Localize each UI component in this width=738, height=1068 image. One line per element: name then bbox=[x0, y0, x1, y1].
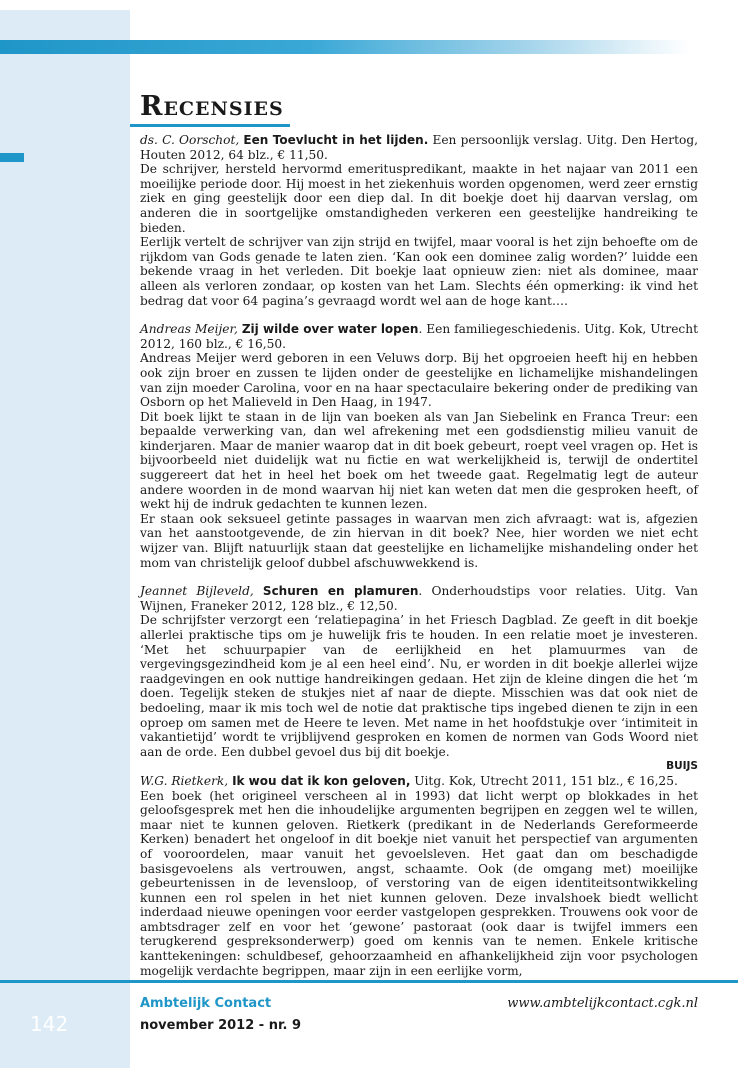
review-author: W.G. Rietkerk, bbox=[140, 773, 229, 788]
review-body bbox=[140, 351, 698, 570]
reviews-column bbox=[140, 133, 698, 992]
review-book-title: Schuren en plamuren bbox=[262, 584, 419, 599]
review-paragraph: De schrijver, hersteld hervormd emerituspredikant, maakte in het najaar van 2011 een moeilijke periode door. Hij moest in het ziekenhuis worden opgenomen, werd zeer ernstig ziek en ging geestelijk door een diep dal. In dit boekje doet hij daarvan verslag, om anderen die in soortgelijke omstandigheden verkeren een geestelijke handreiking te bieden. bbox=[140, 162, 698, 235]
review-header bbox=[140, 133, 698, 162]
review-4 bbox=[140, 774, 698, 978]
review-paragraph: De schrijfster verzorgt een ‘relatiepagina’ in het Friesch Dagblad. Ze geeft in dit boekje allerlei praktische tips om je huwelijk fris te houden. In een relatie moet je investeren. ‘Met het schuurpapier van de eerlijkheid en het plamuurmes van de vergevingsgezindheid kom je al een heel eind’. Nu, er worden in dit boekje allerlei wijze raadgevingen en ook nuttige handreikingen gedaan. Het zijn de kleine dingen die het ‘m doen. Tegelijk steken de stukjes niet af naar de diepte. Misschien was dat ook niet de bedoeling, maar ik mis toch wel de notie dat praktische tips ingebed dienen te zijn in een oproep om samen met de Heere te leven. Met name in het hoofdstukje over ‘intimiteit in vakantietijd’ wordt te vrijblijvend gesproken en komen de normen van Gods Woord niet aan de orde. Een dubbel gevoel dus bij dit boekje. bbox=[140, 613, 698, 759]
review-paragraph: Er staan ook seksueel getinte passages in waarvan men zich afvraagt: wat is, afgezien van het aanstootgevende, de zin hiervan in dit boek? Nee, hier worden we niet echt wijzer van. Blijft natuurlijk staan dat geestelijke en lichamelijke mishandeling onder het mom van christelijk geloof dubbel afschuwwekkend is. bbox=[140, 511, 698, 570]
footer-magazine-title: Ambtelijk Contact bbox=[140, 996, 272, 1011]
review-3 bbox=[140, 584, 698, 774]
review-body bbox=[140, 162, 698, 308]
footer-divider bbox=[0, 980, 738, 983]
review-paragraph: Eerlijk vertelt de schrijver van zijn strijd en twijfel, maar vooral is het zijn behoefte om de rijkdom van Gods genade te laten zien. ‘Kan ook een dominee zalig worden?’ luidde een bekende vraag in het verleden. Dit boekje laat opnieuw zien: niet als dominee, maar alleen als verloren zondaar, op kosten van het Lam. Slechts één opmerking: ik vind het bedrag dat voor 64 pagina’s gevraagd wordt wel aan de hoge kant…. bbox=[140, 235, 698, 308]
review-body bbox=[140, 789, 698, 979]
review-paragraph: Een boek (het origineel verscheen al in 1993) dat licht werpt op blokkades in het geloofsgesprek met hen die inhoudelijke argumenten begrijpen en zeggen wel te willen, maar niet te kunnen geloven. Rietkerk (predikant in de Nederlands Gereformeerde Kerken) benadert het ongeloof in dit boekje niet vanuit het perspectief van argumenten of vooroordelen, maar vanuit het gevoelsleven. Het gaat dan om beschadigde basisgevoelens als vertrouwen, angst, schaamte. Ook (de omgang met) moeilijke gebeurtenissen in de levensloop, of verstoring van de eigen identiteitsontwikkeling kunnen een rol spelen in het niet kunnen geloven. Deze invalshoek biedt wellicht inderdaad nieuwe openingen voor eerder vastgelopen gesprekken. Trouwens ook voor de ambtsdrager zelf en voor het ‘gewone’ pastoraat (ook daar is twijfel immers een terugkerend gespreksonderwerp) goed om kennis van te nemen. Enkele kritische kanttekeningen: schuldbesef, gehoorzaamheid en afhankelijkheid zijn voor psychologen mogelijk verdachte begrippen, maar zijn in een eerlijke vorm, bbox=[140, 788, 698, 978]
review-paragraph: Dit boek lijkt te staan in de lijn van boeken als van Jan Siebelink en Franca Treur: een bepaalde verwerking van, dan wel afrekening met een godsdienstig milieu vanuit de kinderjaren. Maar de manier waarop dat in dit boek gebeurt, roept veel vragen op. Het is bijvoorbeeld niet duidelijk wat nu fictie en wat werkelijkheid is, terwijl de ondertitel suggereert dat het in heel het boek om het tweede gaat. Regelmatig legt de auteur andere woorden in de mond waarvan hij niet kan weten dat men die gesproken heeft, of wekt hij de indruk gedachten te kunnen lezen. bbox=[140, 409, 698, 512]
review-book-title: Ik wou dat ik kon geloven, bbox=[232, 773, 411, 788]
side-tab-marker bbox=[0, 153, 24, 162]
title-underline bbox=[130, 124, 290, 127]
header-gradient-band bbox=[0, 40, 690, 54]
left-margin-strip bbox=[0, 10, 130, 1068]
section-title: Recensies bbox=[140, 91, 284, 122]
review-1 bbox=[140, 133, 698, 308]
review-author: Andreas Meijer, bbox=[140, 322, 238, 337]
review-body bbox=[140, 613, 698, 759]
reviewer-signature: BUIJS bbox=[666, 760, 698, 773]
review-2 bbox=[140, 322, 698, 570]
review-header bbox=[140, 322, 698, 351]
review-book-title: Een Toevlucht in het lijden. bbox=[243, 133, 429, 147]
review-paragraph: Andreas Meijer werd geboren in een Veluws dorp. Bij het opgroeien heeft hij en hebben ook zijn broer en zussen te lijden onder de geestelijke en lichamelijke mishandelingen van zijn moeder Carolina, voor en na haar spectaculaire bekering onder de prediking van Osborn op het Malieveld in Den Haag, in 1947. bbox=[140, 351, 698, 410]
footer-url: www.ambtelijkcontact.cgk.nl bbox=[507, 996, 698, 1011]
review-details: Uitg. Kok, Utrecht 2011, 151 blz., € 16,25. bbox=[410, 773, 678, 788]
review-book-title: Zij wilde over water lopen bbox=[241, 322, 419, 337]
review-header bbox=[140, 584, 698, 613]
review-author: ds. C. Oorschot, bbox=[140, 133, 240, 147]
review-author: Jeannet Bijleveld, bbox=[140, 584, 254, 599]
page-number: 142 bbox=[30, 1012, 69, 1036]
footer-issue: november 2012 - nr. 9 bbox=[140, 1018, 302, 1033]
review-details: Een persoonlijk verslag. Uitg. Den Hertog, Houten 2012, 64 blz., € 11,50. bbox=[140, 133, 699, 162]
review-details: . Onderhoudstips voor relaties. Uitg. Van Wijnen, Franeker 2012, 128 blz., € 12,50. bbox=[140, 584, 698, 613]
review-header bbox=[140, 774, 698, 789]
review-details: . Een familiegeschiedenis. Uitg. Kok, Utrecht 2012, 160 blz., € 16,50. bbox=[140, 322, 698, 351]
